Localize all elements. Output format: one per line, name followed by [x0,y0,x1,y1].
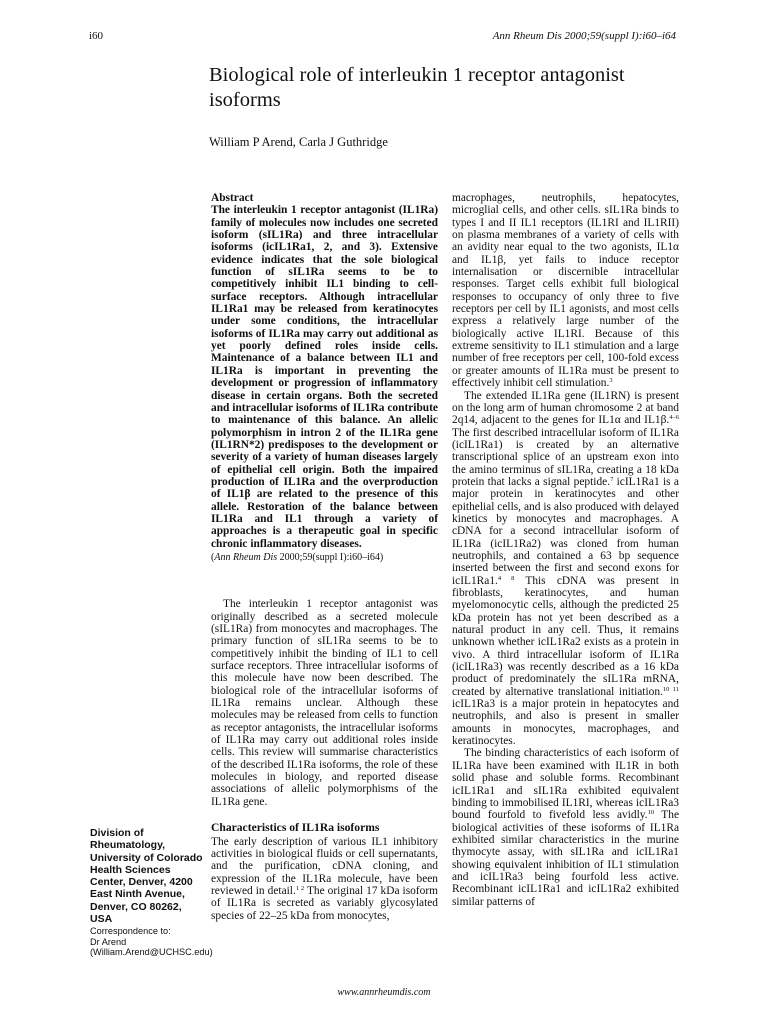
text: The original 17 kDa isoform of IL1Ra is secreted as variably glycosylated species of 22–25 kDa from monocytes, [211,884,438,922]
affiliation-line: USA [90,913,113,926]
correspondence-line: Correspondence to: [90,926,171,936]
text: icIL1Ra1 is a major protein in keratinocytes and other epithelial cells, and is also produced with delayed kinetics by monocytes and macrophages. A cDNA for a second intracellular isoform of IL1Ra (icIL1Ra2) was cloned from human neutrophils, and contained a 63 bp sequence inserted between the first and second exons for icIL1Ra1. [452,475,679,587]
correspondence-line: Dr Arend [90,936,127,947]
text: The extended IL1Ra gene (IL1RN) is present on the long arm of human chromosome 2 at band 2q14, adjacent to the genes for IL1α and IL1β. [452,389,679,427]
citation-details: 2000;59(suppl I):i60–i64) [277,551,384,563]
paragraph-1 [452,192,679,390]
paragraph-3 [452,747,679,907]
text: The biological activities of these isoforms of IL1Ra exhibited similar characteristics in the murine thymocyte assay, with sIL1Ra and icIL1Ra1 showing equivalent inhibition of IL1 stimulation and icIL1Ra3 being fourfold less active. Recombinant icIL1Ra1 and icIL1Ra2 exhibited similar patterns of [452,809,679,908]
right-column [452,192,679,908]
intro-paragraph: The interleukin 1 receptor antagonist was originally described as a secreted molecule (sIL1Ra) from monocytes and macrophages. The primary function of sIL1Ra seems to be to competitively inhibit the binding of IL1 to cell surface receptors. Three intracellular isoforms of this molecule have now been described. The biological role of the intracellular isoforms of IL1Ra remains unclear. Although these molecules may be released from cells to function as receptor antagonists, the intracellular isoforms of IL1Ra may carry out additional roles inside cells. This review will summarise characteristics of the described IL1Ra isoforms, the role of these molecules in biology, and reported disease associations of allelic polymorphisms of the IL1Ra gene. [211,598,438,808]
affiliation-line: Center, Denver, 4200 [90,876,193,889]
text: The early description of various IL1 inhibitory activities in biological fluids or cell supernatants, and the purification, cDNA cloning, and expression of the IL1Ra molecule, have been reviewed in detail. [211,835,438,897]
reference-superscript: 10 [647,809,655,817]
reference-superscript: 7 [610,475,614,483]
reference-superscript: 4 8 [497,574,515,582]
affiliation-line: Rheumatology, [90,839,166,852]
text: icIL1Ra3 is a major protein in hepatocytes and neutrophils, and also is present in smaller amounts in monocytes, macrophages, and keratinocytes. [452,698,679,748]
footer-url: www.annrheumdis.com [337,987,431,998]
abstract-heading: Abstract [211,192,254,204]
text: The first described intracellular isoform of IL1Ra (icIL1Ra1) is created by an alternative transcriptional splice of an upstream exon into the amino terminus of sIL1Ra, creating a 18 kDa protein that lacks a signal peptide. [452,426,679,488]
reference-superscript: 4–6 [669,414,679,422]
correspondence-email: (William.Arend@UCHSC.edu) [90,947,213,957]
reference-superscript: 1 2 [295,884,305,892]
affiliation-line: Division of [90,827,144,839]
left-column [211,192,438,922]
section-heading: Characteristics of IL1Ra isoforms [211,821,380,835]
affiliation-line: Denver, CO 80262, [90,900,182,913]
affiliation-line: Health Sciences [90,863,171,876]
author-affiliation [90,827,208,925]
abstract-citation: (Ann Rheum Dis 2000;59(suppl I):i60–i64) [211,551,384,563]
correspondence [90,926,214,958]
section-paragraph [211,836,438,922]
affiliation-line: East Ninth Avenue, [90,888,185,901]
paragraph-2 [452,390,679,748]
text: macrophages, neutrophils, hepatocytes, microglial cells, and other cells. sIL1Ra binds to types I and II IL1 receptors (IL1RI and IL1RII) on plasma membranes of a variety of cells with an avidity near equal to the two agonists, IL1α and IL1β, yet fails to induce receptor internalisation or discernible intracellular responses. Target cells exhibit full biological responses to occupancy of only three to five receptors per cell by IL1 agonists, and most cells express a relatively large number of the biologically active IL1RI. Because of this extreme sensitivity to IL1 stimulation and a large number of free receptors per cell, 100-fold excess or greater amounts of IL1Ra must be present to effectively inhibit cell stimulation. [452,192,679,390]
text: This cDNA was present in fibroblasts, keratinocytes, and human myelomonocytic cells, although the predicted 25 kDa protein has not yet been described as a natural product in any cell. Thus, it remains unknown whether icIL1Ra2 exists as a protein in vivo. A third intracellular isoform of IL1Ra (icIL1Ra3) was recently described as a 16 kDa product of predominately the sIL1Ra mRNA, created by alternative translational initiation. [452,574,679,698]
text: The binding characteristics of each isoform of IL1Ra have been examined with IL1R in both solid phase and soluble forms. Recombinant icIL1Ra1 and sIL1Ra exhibited equivalent binding to immobilised IL1RI, whereas icIL1Ra3 bound fourfold to fivefold less avidly. [452,747,679,822]
page-number: i60 [89,30,104,42]
affiliation-line: University of Colorado [90,851,203,864]
reference-superscript: 3 [609,377,613,385]
journal-reference: Ann Rheum Dis 2000;59(suppl I):i60–i64 [492,30,676,42]
citation-journal: Ann Rheum Dis [214,551,278,563]
article-title: Biological role of interleukin 1 receptor antagonist isoforms [209,64,625,111]
reference-superscript: 10 11 [662,685,679,693]
authors: William P Arend, Carla J Guthridge [209,135,388,149]
abstract-body: The interleukin 1 receptor antagonist (IL1Ra) family of molecules now includes one secreted isoform (sIL1Ra) and three intracellular isoforms (icIL1Ra1, 2, and 3). Extensive evidence indicates that the sole biological function of sIL1Ra seems to be to competitively inhibit IL1 binding to cell-surface receptors. Although intracellular IL1Ra1 may be released from keratinocytes under some conditions, the intracellular isoforms of IL1Ra may carry out additional as yet poorly defined roles inside cells. Maintenance of a balance between IL1 and IL1Ra is important in preventing the development or progression of inflammatory disease in certain organs. Both the secreted and intracellular isoforms of IL1Ra contribute to maintenance of this balance. An allelic polymorphism in intron 2 of the IL1Ra gene (IL1RN*2) predisposes to the development or severity of a variety of human diseases largely of epithelial cell origin. Both the impaired production of IL1Ra and the overproduction of IL1β are related to the presence of this allele. Restoration of the balance between IL1Ra and IL1 through a variety of approaches is a therapeutic goal in specific chronic inflammatory diseases. [211,204,438,550]
